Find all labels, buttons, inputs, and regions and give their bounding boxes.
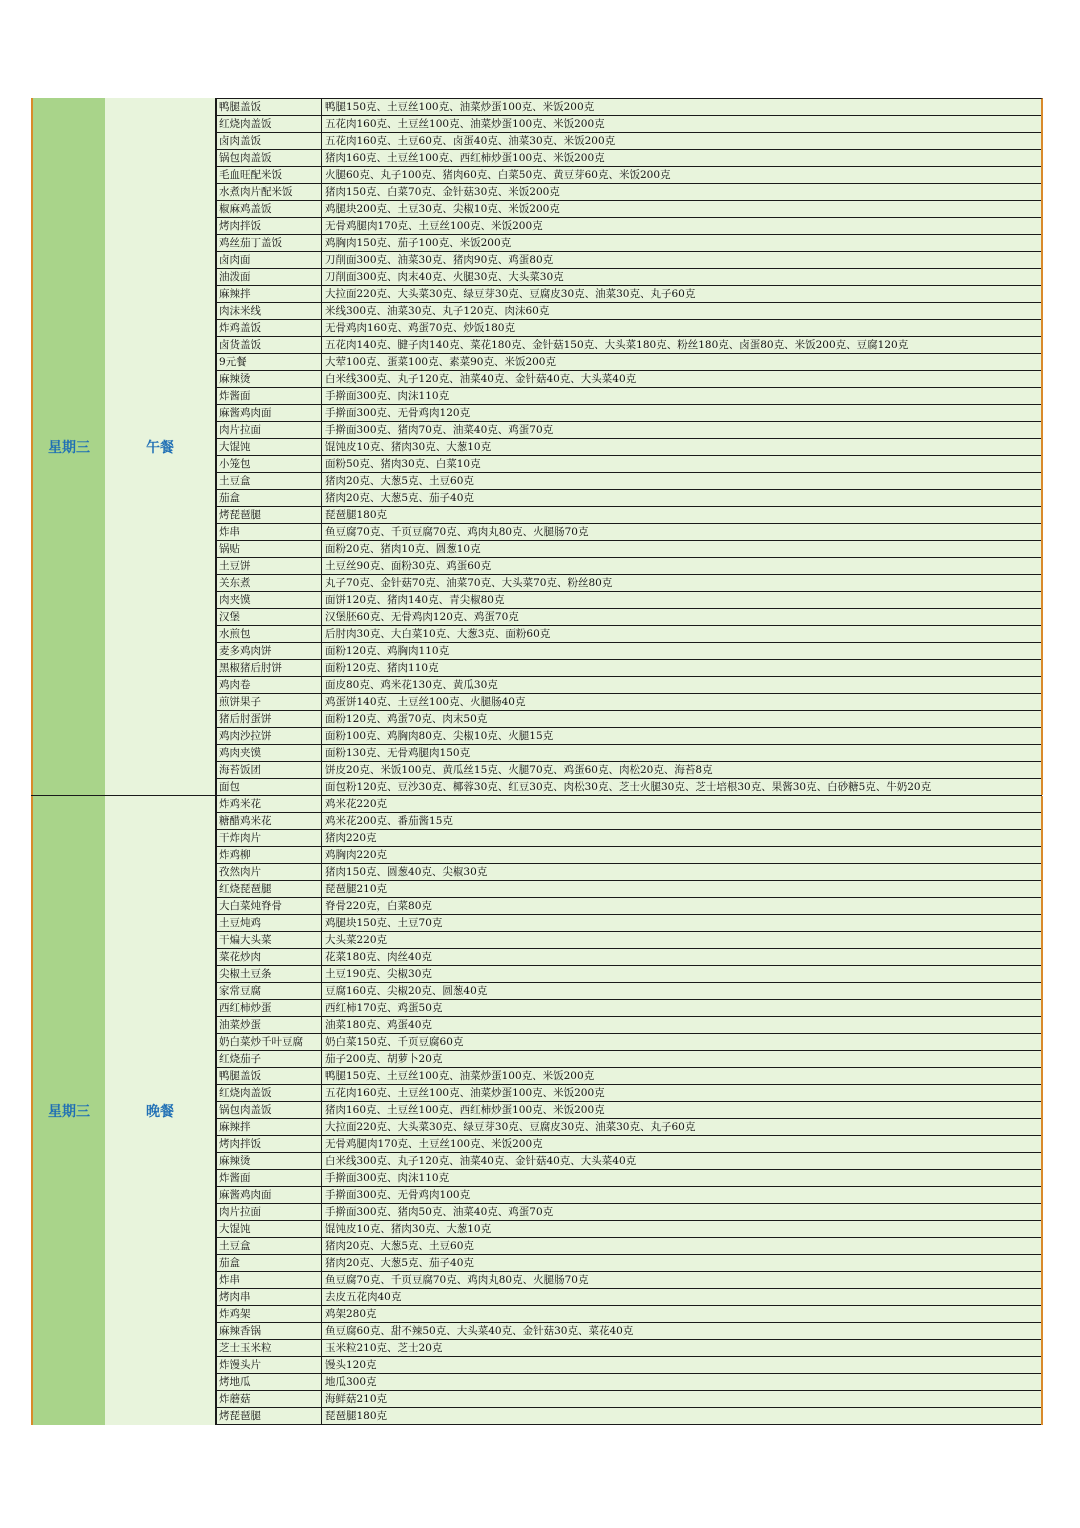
table-row — [217, 269, 1041, 286]
ingredients-cell: 五花肉160克、土豆丝100克、油菜炒蛋100克、米饭200克 — [325, 118, 605, 130]
ingredients-cell: 面粉100克、鸡胸肉80克、尖椒10克、火腿15克 — [325, 730, 554, 742]
table-row — [217, 592, 1041, 609]
dish-name-cell: 水煎包 — [217, 626, 322, 642]
ingredients-cell: 鸡胸肉150克、茄子100克、米饭200克 — [325, 237, 512, 249]
dish-name-cell: 烤琵琶腿 — [217, 1408, 322, 1424]
dish-name-cell: 麻辣烫 — [217, 371, 322, 387]
ingredients-cell: 面皮80克、鸡米花130克、黄瓜30克 — [325, 679, 498, 691]
meal-cell — [105, 98, 216, 795]
ingredients-cell: 馒头120克 — [325, 1359, 377, 1371]
dish-name-cell: 鸭腿盖饭 — [217, 1068, 322, 1084]
dish-name-cell: 海苔饭团 — [217, 762, 322, 778]
dish-name-cell: 麻辣拌 — [217, 1119, 322, 1135]
table-row — [217, 1017, 1041, 1034]
table-row — [217, 864, 1041, 881]
day-label: 星期三 — [48, 1103, 90, 1120]
ingredients-cell: 手擀面300克、无骨鸡肉120克 — [325, 407, 471, 419]
dish-name-cell: 红烧肉盖饭 — [217, 116, 322, 132]
dish-name-cell: 水煮肉片配米饭 — [217, 184, 322, 200]
dish-name-cell: 尖椒土豆条 — [217, 966, 322, 982]
dish-name-cell: 锅包肉盖饭 — [217, 150, 322, 166]
table-row — [217, 932, 1041, 949]
dish-name-cell: 芝士玉米粒 — [217, 1340, 322, 1356]
table-row — [217, 1289, 1041, 1306]
table-row — [217, 1085, 1041, 1102]
menu-sheet — [31, 98, 1042, 1424]
dish-name-cell: 油泼面 — [217, 269, 322, 285]
ingredients-cell: 白米线300克、丸子120克、油菜40克、金针菇40克、大头菜40克 — [325, 373, 637, 385]
table-row — [217, 915, 1041, 932]
table-row — [217, 660, 1041, 677]
dinner-rows — [216, 796, 1043, 1425]
table-row — [217, 1102, 1041, 1119]
dish-name-cell: 茄盒 — [217, 490, 322, 506]
table-row — [217, 626, 1041, 643]
ingredients-cell: 面粉130克、无骨鸡腿肉150克 — [325, 747, 471, 759]
table-row — [217, 1238, 1041, 1255]
dish-name-cell: 干煸大头菜 — [217, 932, 322, 948]
ingredients-cell: 花菜180克、肉丝40克 — [325, 951, 432, 963]
dish-name-cell: 炸鸡盖饭 — [217, 320, 322, 336]
table-row — [217, 133, 1041, 150]
ingredients-cell: 鸡胸肉220克 — [325, 849, 388, 861]
dish-name-cell: 孜然肉片 — [217, 864, 322, 880]
ingredients-cell: 鸭腿150克、土豆丝100克、油菜炒蛋100克、米饭200克 — [325, 101, 595, 113]
table-row — [217, 881, 1041, 898]
lunch-section — [31, 98, 1042, 795]
ingredients-cell: 无骨鸡肉160克、鸡蛋70克、炒饭180克 — [325, 322, 515, 334]
dish-name-cell: 炸鸡架 — [217, 1306, 322, 1322]
dish-name-cell: 红烧肉盖饭 — [217, 1085, 322, 1101]
ingredients-cell: 五花肉160克、土豆丝100克、油菜炒蛋100克、米饭200克 — [325, 1087, 605, 1099]
table-row — [217, 1374, 1041, 1391]
dish-name-cell: 关东煮 — [217, 575, 322, 591]
table-row — [217, 1119, 1041, 1136]
dish-name-cell: 麻辣烫 — [217, 1153, 322, 1169]
ingredients-cell: 五花肉160克、土豆60克、卤蛋40克、油菜30克、米饭200克 — [325, 135, 616, 147]
dish-name-cell: 糖醋鸡米花 — [217, 813, 322, 829]
ingredients-cell: 猪肉150克、圆葱40克、尖椒30克 — [325, 866, 488, 878]
table-row — [217, 1068, 1041, 1085]
ingredients-cell: 猪肉20克、大葱5克、土豆60克 — [325, 1240, 474, 1252]
table-row — [217, 949, 1041, 966]
ingredients-cell: 手擀面300克、肉沫110克 — [325, 1172, 450, 1184]
ingredients-cell: 土豆丝90克、面粉30克、鸡蛋60克 — [325, 560, 492, 572]
dish-name-cell: 炸蘑菇 — [217, 1391, 322, 1407]
dish-name-cell: 鸡肉沙拉饼 — [217, 728, 322, 744]
table-row — [217, 558, 1041, 575]
table-row — [217, 405, 1041, 422]
table-row — [217, 575, 1041, 592]
table-row — [217, 983, 1041, 1000]
ingredients-cell: 去皮五花肉40克 — [325, 1291, 402, 1303]
table-row — [217, 1408, 1041, 1425]
table-row — [217, 388, 1041, 405]
table-row — [217, 286, 1041, 303]
ingredients-cell: 鸡米花220克 — [325, 798, 388, 810]
ingredients-cell: 手擀面300克、猪肉50克、油菜40克、鸡蛋70克 — [325, 1206, 554, 1218]
ingredients-cell: 海鲜菇210克 — [325, 1393, 388, 1405]
dish-name-cell: 黑椒猪后肘饼 — [217, 660, 322, 676]
dish-name-cell: 烤琵琶腿 — [217, 507, 322, 523]
day-cell — [31, 98, 106, 795]
table-row — [217, 99, 1041, 116]
ingredients-cell: 猪肉220克 — [325, 832, 377, 844]
dish-name-cell: 大馄饨 — [217, 1221, 322, 1237]
ingredients-cell: 面粉20克、猪肉10克、圆葱10克 — [325, 543, 481, 555]
ingredients-cell: 琵琶腿180克 — [325, 1410, 388, 1422]
ingredients-cell: 面粉120克、猪肉110克 — [325, 662, 439, 674]
ingredients-cell: 猪肉150克、白菜70克、金针菇30克、米饭200克 — [325, 186, 560, 198]
ingredients-cell: 鸭腿150克、土豆丝100克、油菜炒蛋100克、米饭200克 — [325, 1070, 595, 1082]
ingredients-cell: 地瓜300克 — [325, 1376, 377, 1388]
ingredients-cell: 玉米粒210克、芝士20克 — [325, 1342, 443, 1354]
ingredients-cell: 面粉120克、鸡蛋70克、肉末50克 — [325, 713, 488, 725]
ingredients-cell: 琵琶腿210克 — [325, 883, 388, 895]
table-row — [217, 422, 1041, 439]
dish-name-cell: 炸串 — [217, 1272, 322, 1288]
table-row — [217, 745, 1041, 762]
ingredients-cell: 琵琶腿180克 — [325, 509, 388, 521]
ingredients-cell: 面粉120克、鸡胸肉110克 — [325, 645, 450, 657]
table-row — [217, 694, 1041, 711]
ingredients-cell: 鸡米花200克、番茄酱15克 — [325, 815, 453, 827]
dish-name-cell: 煎饼果子 — [217, 694, 322, 710]
table-row — [217, 1306, 1041, 1323]
table-row — [217, 1153, 1041, 1170]
dish-name-cell: 红烧琵琶腿 — [217, 881, 322, 897]
meal-label: 午餐 — [146, 439, 174, 456]
dish-name-cell: 锅包肉盖饭 — [217, 1102, 322, 1118]
ingredients-cell: 猪肉20克、大葱5克、土豆60克 — [325, 475, 474, 487]
table-row — [217, 1000, 1041, 1017]
table-row — [217, 813, 1041, 830]
dish-name-cell: 烤肉拌饭 — [217, 1136, 322, 1152]
table-row — [217, 1051, 1041, 1068]
ingredients-cell: 鱼豆腐70克、千页豆腐70克、鸡肉丸80克、火腿肠70克 — [325, 526, 589, 538]
table-row — [217, 439, 1041, 456]
dish-name-cell: 土豆炖鸡 — [217, 915, 322, 931]
ingredients-cell: 大拉面220克、大头菜30克、绿豆芽30克、豆腐皮30克、油菜30克、丸子60克 — [325, 1121, 696, 1133]
dish-name-cell: 麻辣拌 — [217, 286, 322, 302]
ingredients-cell: 手擀面300克、猪肉70克、油菜40克、鸡蛋70克 — [325, 424, 554, 436]
table-row — [217, 1170, 1041, 1187]
dish-name-cell: 菜花炒肉 — [217, 949, 322, 965]
dish-name-cell: 干炸肉片 — [217, 830, 322, 846]
dish-name-cell: 毛血旺配米饭 — [217, 167, 322, 183]
dish-name-cell: 炸馒头片 — [217, 1357, 322, 1373]
dish-name-cell: 鸡肉卷 — [217, 677, 322, 693]
dish-name-cell: 卤货盖饭 — [217, 337, 322, 353]
table-row — [217, 184, 1041, 201]
dish-name-cell: 奶白菜炒千叶豆腐 — [217, 1034, 322, 1050]
ingredients-cell: 面饼120克、猪肉140克、青尖椒80克 — [325, 594, 505, 606]
dish-name-cell: 锅贴 — [217, 541, 322, 557]
ingredients-cell: 馄饨皮10克、猪肉30克、大葱10克 — [325, 1223, 492, 1235]
table-row — [217, 762, 1041, 779]
dish-name-cell: 大白菜炖脊骨 — [217, 898, 322, 914]
ingredients-cell: 大拉面220克、大头菜30克、绿豆芽30克、豆腐皮30克、油菜30克、丸子60克 — [325, 288, 696, 300]
ingredients-cell: 油菜180克、鸡蛋40克 — [325, 1019, 432, 1031]
table-row — [217, 711, 1041, 728]
day-label: 星期三 — [48, 439, 90, 456]
ingredients-cell: 火腿60克、丸子100克、猪肉60克、白菜50克、黄豆芽60克、米饭200克 — [325, 169, 671, 181]
dish-name-cell: 鸭腿盖饭 — [217, 99, 322, 115]
ingredients-cell: 无骨鸡腿肉170克、土豆丝100克、米饭200克 — [325, 1138, 543, 1150]
dish-name-cell: 油菜炒蛋 — [217, 1017, 322, 1033]
dish-name-cell: 家常豆腐 — [217, 983, 322, 999]
table-row — [217, 1272, 1041, 1289]
ingredients-cell: 刀削面300克、油菜30克、猪肉90克、鸡蛋80克 — [325, 254, 554, 266]
table-row — [217, 1136, 1041, 1153]
dish-name-cell: 面包 — [217, 779, 322, 795]
ingredients-cell: 奶白菜150克、千页豆腐60克 — [325, 1036, 464, 1048]
dish-name-cell: 烤肉串 — [217, 1289, 322, 1305]
ingredients-cell: 手擀面300克、肉沫110克 — [325, 390, 450, 402]
ingredients-cell: 五花肉140克、腱子肉140克、菜花180克、金针菇150克、大头菜180克、粉丝180克、卤蛋80克、米饭200克、豆腐120克 — [325, 339, 909, 351]
table-row — [217, 490, 1041, 507]
table-row — [217, 116, 1041, 133]
dish-name-cell: 肉夹馍 — [217, 592, 322, 608]
ingredients-cell: 脊骨220克，白菜80克 — [325, 900, 432, 912]
table-row — [217, 524, 1041, 541]
ingredients-cell: 面包粉120克、豆沙30克、椰蓉30克、红豆30克、肉松30克、芝士火腿30克、芝士培根30克、果酱30克、白砂糖5克、牛奶20克 — [325, 781, 932, 793]
table-row — [217, 830, 1041, 847]
dish-name-cell: 大馄饨 — [217, 439, 322, 455]
table-row — [217, 1340, 1041, 1357]
dish-name-cell: 麦多鸡肉饼 — [217, 643, 322, 659]
dish-name-cell: 土豆饼 — [217, 558, 322, 574]
ingredients-cell: 后肘肉30克、大白菜10克、大葱3克、面粉60克 — [325, 628, 551, 640]
table-row — [217, 371, 1041, 388]
table-row — [217, 1255, 1041, 1272]
dish-name-cell: 土豆盒 — [217, 1238, 322, 1254]
table-row — [217, 218, 1041, 235]
dish-name-cell: 西红柿炒蛋 — [217, 1000, 322, 1016]
ingredients-cell: 馄饨皮10克、猪肉30克、大葱10克 — [325, 441, 492, 453]
ingredients-cell: 豆腐160克、尖椒20克、圆葱40克 — [325, 985, 488, 997]
dish-name-cell: 鸡肉夹馍 — [217, 745, 322, 761]
table-row — [217, 252, 1041, 269]
table-row — [217, 354, 1041, 371]
table-row — [217, 473, 1041, 490]
dish-name-cell: 炸酱面 — [217, 1170, 322, 1186]
ingredients-cell: 猪肉160克、土豆丝100克、西红柿炒蛋100克、米饭200克 — [325, 1104, 605, 1116]
table-row — [217, 677, 1041, 694]
ingredients-cell: 鱼豆腐70克、千页豆腐70克、鸡肉丸80克、火腿肠70克 — [325, 1274, 589, 1286]
dish-name-cell: 土豆盒 — [217, 473, 322, 489]
table-row — [217, 507, 1041, 524]
dish-name-cell: 炸酱面 — [217, 388, 322, 404]
dish-name-cell: 鸡丝茄丁盖饭 — [217, 235, 322, 251]
dish-name-cell: 卤肉面 — [217, 252, 322, 268]
dish-name-cell: 猪后肘蛋饼 — [217, 711, 322, 727]
dish-name-cell: 麻辣香锅 — [217, 1323, 322, 1339]
table-row — [217, 779, 1041, 795]
table-row — [217, 167, 1041, 184]
day-cell — [31, 796, 106, 1425]
ingredients-cell: 大荤100克、蛋菜100克、素菜90克、米饭200克 — [325, 356, 556, 368]
table-row — [217, 456, 1041, 473]
table-row — [217, 1357, 1041, 1374]
table-row — [217, 1221, 1041, 1238]
ingredients-cell: 米线300克、油菜30克、丸子120克、肉沫60克 — [325, 305, 550, 317]
dish-name-cell: 小笼包 — [217, 456, 322, 472]
table-row — [217, 796, 1041, 813]
table-row — [217, 966, 1041, 983]
dish-name-cell: 麻酱鸡肉面 — [217, 405, 322, 421]
dish-name-cell: 肉片拉面 — [217, 1204, 322, 1220]
ingredients-cell: 茄子200克、胡萝卜20克 — [325, 1053, 443, 1065]
ingredients-cell: 鱼豆腐60克、甜不辣50克、大头菜40克、金针菇30克、菜花40克 — [325, 1325, 634, 1337]
table-row — [217, 235, 1041, 252]
dish-name-cell: 肉沫米线 — [217, 303, 322, 319]
dish-name-cell: 炸鸡柳 — [217, 847, 322, 863]
dish-name-cell: 红烧茄子 — [217, 1051, 322, 1067]
table-row — [217, 728, 1041, 745]
ingredients-cell: 西红柿170克、鸡蛋50克 — [325, 1002, 443, 1014]
table-row — [217, 1034, 1041, 1051]
table-row — [217, 1323, 1041, 1340]
dish-name-cell: 烤地瓜 — [217, 1374, 322, 1390]
dish-name-cell: 汉堡 — [217, 609, 322, 625]
meal-label: 晚餐 — [146, 1103, 174, 1120]
ingredients-cell: 大头菜220克 — [325, 934, 388, 946]
dish-name-cell: 炸串 — [217, 524, 322, 540]
ingredients-cell: 鸡腿块150克、土豆70克 — [325, 917, 443, 929]
table-row — [217, 1391, 1041, 1408]
dish-name-cell: 卤肉盖饭 — [217, 133, 322, 149]
ingredients-cell: 鸡腿块200克、土豆30克、尖椒10克、米饭200克 — [325, 203, 560, 215]
table-row — [217, 609, 1041, 626]
table-row — [217, 201, 1041, 218]
dish-name-cell: 烤肉拌饭 — [217, 218, 322, 234]
table-row — [217, 898, 1041, 915]
ingredients-cell: 猪肉20克、大葱5克、茄子40克 — [325, 492, 474, 504]
ingredients-cell: 无骨鸡腿肉170克、土豆丝100克、米饭200克 — [325, 220, 543, 232]
dish-name-cell: 麻酱鸡肉面 — [217, 1187, 322, 1203]
ingredients-cell: 鸡蛋饼140克、土豆丝100克、火腿肠40克 — [325, 696, 526, 708]
table-row — [217, 541, 1041, 558]
ingredients-cell: 鸡架280克 — [325, 1308, 377, 1320]
ingredients-cell: 刀削面300克、肉末40克、火腿30克、大头菜30克 — [325, 271, 564, 283]
table-row — [217, 320, 1041, 337]
ingredients-cell: 汉堡胚60克、无骨鸡肉120克、鸡蛋70克 — [325, 611, 519, 623]
ingredients-cell: 手擀面300克、无骨鸡肉100克 — [325, 1189, 471, 1201]
table-row — [217, 847, 1041, 864]
dish-name-cell: 炸鸡米花 — [217, 796, 322, 812]
ingredients-cell: 面粉50克、猪肉30克、白菜10克 — [325, 458, 481, 470]
ingredients-cell: 土豆190克、尖椒30克 — [325, 968, 432, 980]
ingredients-cell: 丸子70克、金针菇70克、油菜70克、大头菜70克、粉丝80克 — [325, 577, 613, 589]
table-row — [217, 643, 1041, 660]
dish-name-cell: 肉片拉面 — [217, 422, 322, 438]
ingredients-cell: 猪肉160克、土豆丝100克、西红柿炒蛋100克、米饭200克 — [325, 152, 605, 164]
table-row — [217, 1187, 1041, 1204]
ingredients-cell: 猪肉20克、大葱5克、茄子40克 — [325, 1257, 474, 1269]
ingredients-cell: 饼皮20克、米饭100克、黄瓜丝15克、火腿70克、鸡蛋60克、肉松20克、海苔8克 — [325, 764, 713, 776]
lunch-rows — [216, 98, 1043, 795]
dish-name-cell: 9元餐 — [217, 354, 322, 370]
table-row — [217, 150, 1041, 167]
dish-name-cell: 茄盒 — [217, 1255, 322, 1271]
table-row — [217, 1204, 1041, 1221]
dish-name-cell: 椒麻鸡盖饭 — [217, 201, 322, 217]
meal-cell — [105, 796, 216, 1425]
table-row — [217, 337, 1041, 354]
ingredients-cell: 白米线300克、丸子120克、油菜40克、金针菇40克、大头菜40克 — [325, 1155, 637, 1167]
dinner-section — [31, 795, 1042, 1425]
table-row — [217, 303, 1041, 320]
